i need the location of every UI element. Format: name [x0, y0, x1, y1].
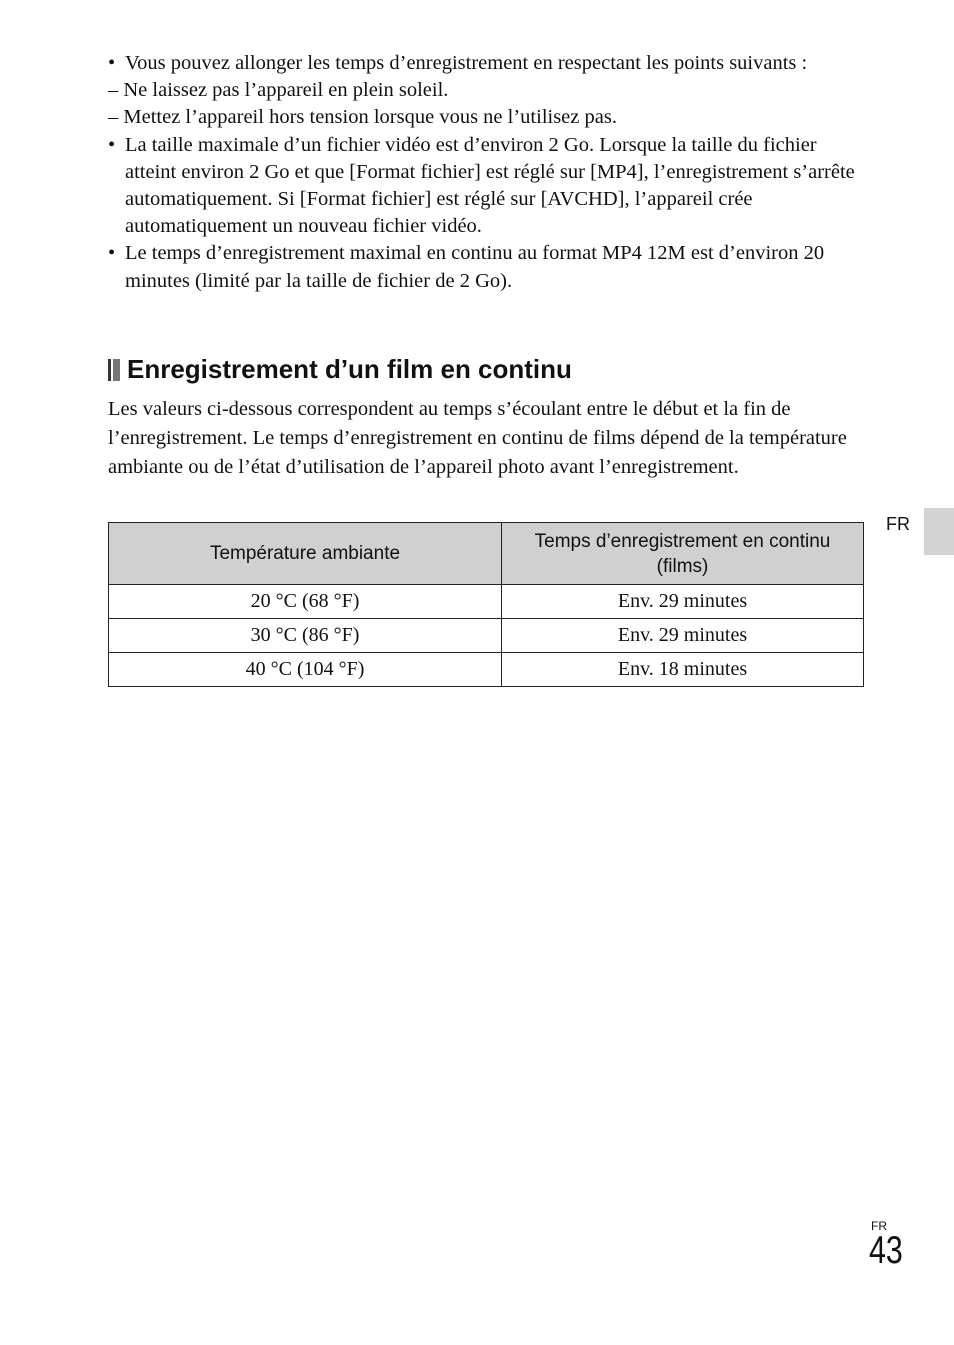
- table-row: [109, 619, 864, 653]
- temperature-cell: 30 °C (86 °F): [109, 619, 502, 653]
- bullet-item: [108, 132, 868, 241]
- table-row: [109, 653, 864, 687]
- bullet-item: [108, 240, 868, 294]
- bullet-dot: •: [108, 52, 116, 74]
- bullet-list: [108, 50, 868, 295]
- temperature-cell: 40 °C (104 °F): [109, 653, 502, 687]
- sub-item: – Mettez l’appareil hors tension lorsque vous ne l’utilisez pas.: [108, 106, 617, 129]
- duration-cell: Env. 29 minutes: [502, 585, 864, 619]
- language-tab-marker: [924, 508, 954, 555]
- bullet-text: Vous pouvez allonger les temps d’enregistrement en respectant les points suivants :: [125, 52, 808, 74]
- language-tab-label: FR: [886, 514, 910, 534]
- table-row: [109, 585, 864, 619]
- duration-cell: Env. 29 minutes: [502, 619, 864, 653]
- bullet-dot: •: [108, 242, 116, 265]
- recording-time-table: [108, 522, 864, 687]
- header-recording-time: Temps d’enregistrement en continu (films): [502, 523, 864, 585]
- table-header-row: [109, 523, 864, 585]
- footer-language: FR: [871, 1219, 887, 1233]
- bullet-dot: •: [108, 133, 116, 156]
- duration-cell: Env. 18 minutes: [502, 653, 864, 687]
- temperature-cell: 20 °C (68 °F): [109, 585, 502, 619]
- bullet-item: [108, 50, 868, 77]
- section-title: Enregistrement d’un film en continu: [127, 354, 572, 384]
- section-paragraph: Les valeurs ci-dessous correspondent au temps s’écoulant entre le début et la fin de l’enregistrement. Le temps d’enregistrement en continu de films dépend de la température ambiante ou de l’état d’utilisation de l’appareil photo avant l’enregistrement.: [108, 398, 847, 478]
- bullet-text: La taille maximale d’un fichier vidéo est d’environ 2 Go. Lorsque la taille du fichier atteint environ 2 Go et que [Format fichier] est réglé sur [MP4], l’enregistrement s’arrête automatiquement. Si [Format fichier] est réglé sur [AVCHD], l’appareil crée automatiquement un nouveau fichier vidéo.: [125, 133, 855, 238]
- page-number: 43: [869, 1229, 903, 1272]
- section-heading: [108, 354, 572, 385]
- sub-item: – Ne laissez pas l’appareil en plein soleil.: [108, 79, 449, 102]
- header-ambient-temperature: Température ambiante: [109, 523, 502, 585]
- section-marker-icon: [108, 359, 120, 381]
- bullet-text: Le temps d’enregistrement maximal en continu au format MP4 12M est d’environ 20 minutes (limité par la taille de fichier de 2 Go).: [125, 242, 825, 292]
